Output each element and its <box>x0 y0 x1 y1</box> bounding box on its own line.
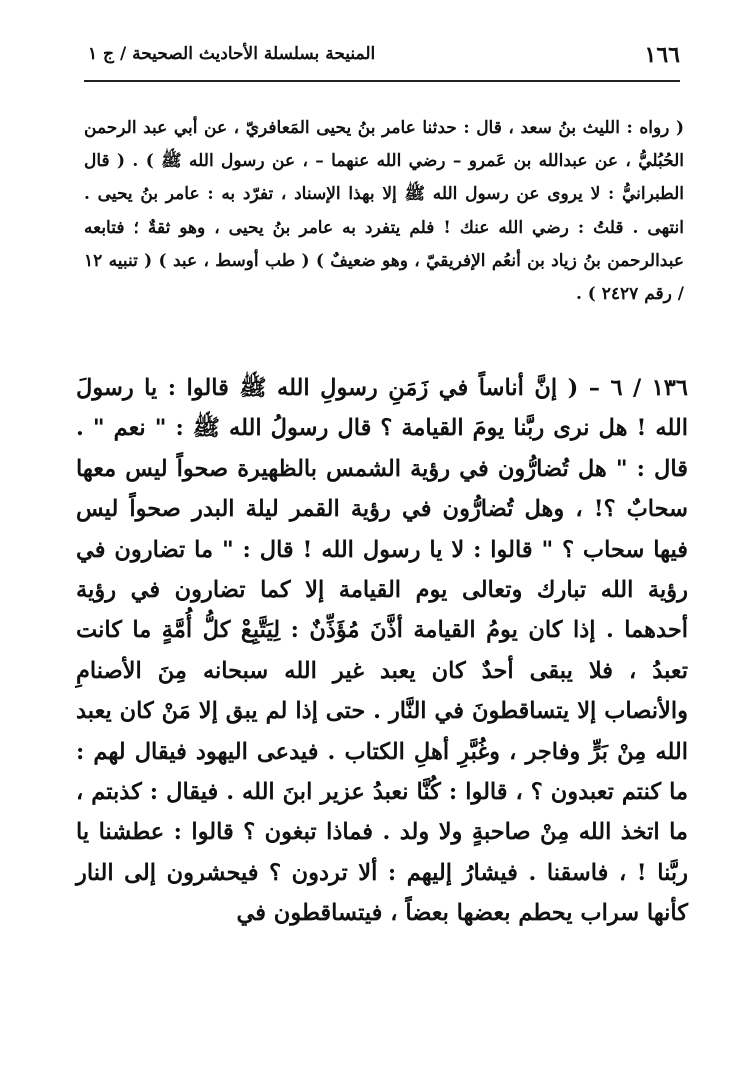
hadith-number: ١٣٦ / ٦ – <box>588 375 688 401</box>
page-number: ١٦٦ <box>644 42 680 68</box>
page-header <box>84 36 680 78</box>
citation-note <box>84 112 684 311</box>
citation-note-text: ( رواه : الليث بنُ سعد ، قال : حدثنا عامر بنُ يحيى المَعافريّ ، عن أبي عبد الرحمن الحُبُليُّ ، عن عبدالله بن عَمرو – رضي الله عنهما – ، عن رسول الله ﷺ ) . ( قال الطبرانيُّ : لا يروى عن رسول الله ﷺ إلا بهذا الإسناد ، تفرّد به : عامر بنُ يحيى . انتهى . قلتُ : رضي الله عنك ! فلم يتفرد به عامر بنُ يحيى ، وهو ثقةٌ ؛ فتابعه عبدالرحمن بنُ زياد بن أنعُم الإفريقيّ ، وهو ضعيفٌ ) ( طب أوسط ، عبد ) ( تنبيه ١٢ / رقم ٢٤٢٧ ) . <box>84 118 684 305</box>
hadith-text: ( إنَّ أناساً في زَمَنِ رسولِ الله ﷺ قالوا : يا رسولَ الله ! هل نرى ربَّنا يومَ القيامة ؟ قال رسولُ الله ﷺ : " نعم " . قال : " هل تُضارُّون في رؤية الشمس بالظهيرة صحواً ليس معها سحابٌ ؟! ، وهل تُضارُّون في رؤية القمر ليلة البدر صحواً ليس فيها سحاب ؟ " قالوا : لا يا رسول الله ! قال : " ما تضارون في رؤية الله تبارك وتعالى يوم القيامة إلا كما تضارون في رؤية أحدهما . إذا كان يومُ القيامة أذَّنَ مُؤَذِّنٌ : لِيَتَّبِعْ كلُّ أُمَّةٍ ما كانت تعبدُ ، فلا يبقى أحدٌ كان يعبد غير الله سبحانه مِنَ الأصنامِ والأنصاب إلا يتساقطونَ في النَّار . حتى إذا لم يبق إلا مَنْ كان يعبد الله مِنْ بَرٍّ وفاجر ، وغُبَّرِ أهلِ الكتاب . فيدعى اليهود فيقال لهم : ما كنتم تعبدون ؟ ، قالوا : كُنَّا نعبدُ عزير ابنَ الله . فيقال : كذبتم ، ما اتخذ الله مِنْ صاحبةٍ ولا ولد . فماذا تبغون ؟ قالوا : عطشنا يا ربَّنا ! ، فاسقنا . فيشارُ إليهم : ألا تردون ؟ فيحشرون إلى النار كأنها سراب يحطم بعضها بعضاً ، فيتساقطون في <box>76 375 688 927</box>
running-title: المنيحة بسلسلة الأحاديث الصحيحة / ج ١ <box>88 44 376 64</box>
hadith-block <box>76 368 688 934</box>
header-divider <box>84 80 680 82</box>
